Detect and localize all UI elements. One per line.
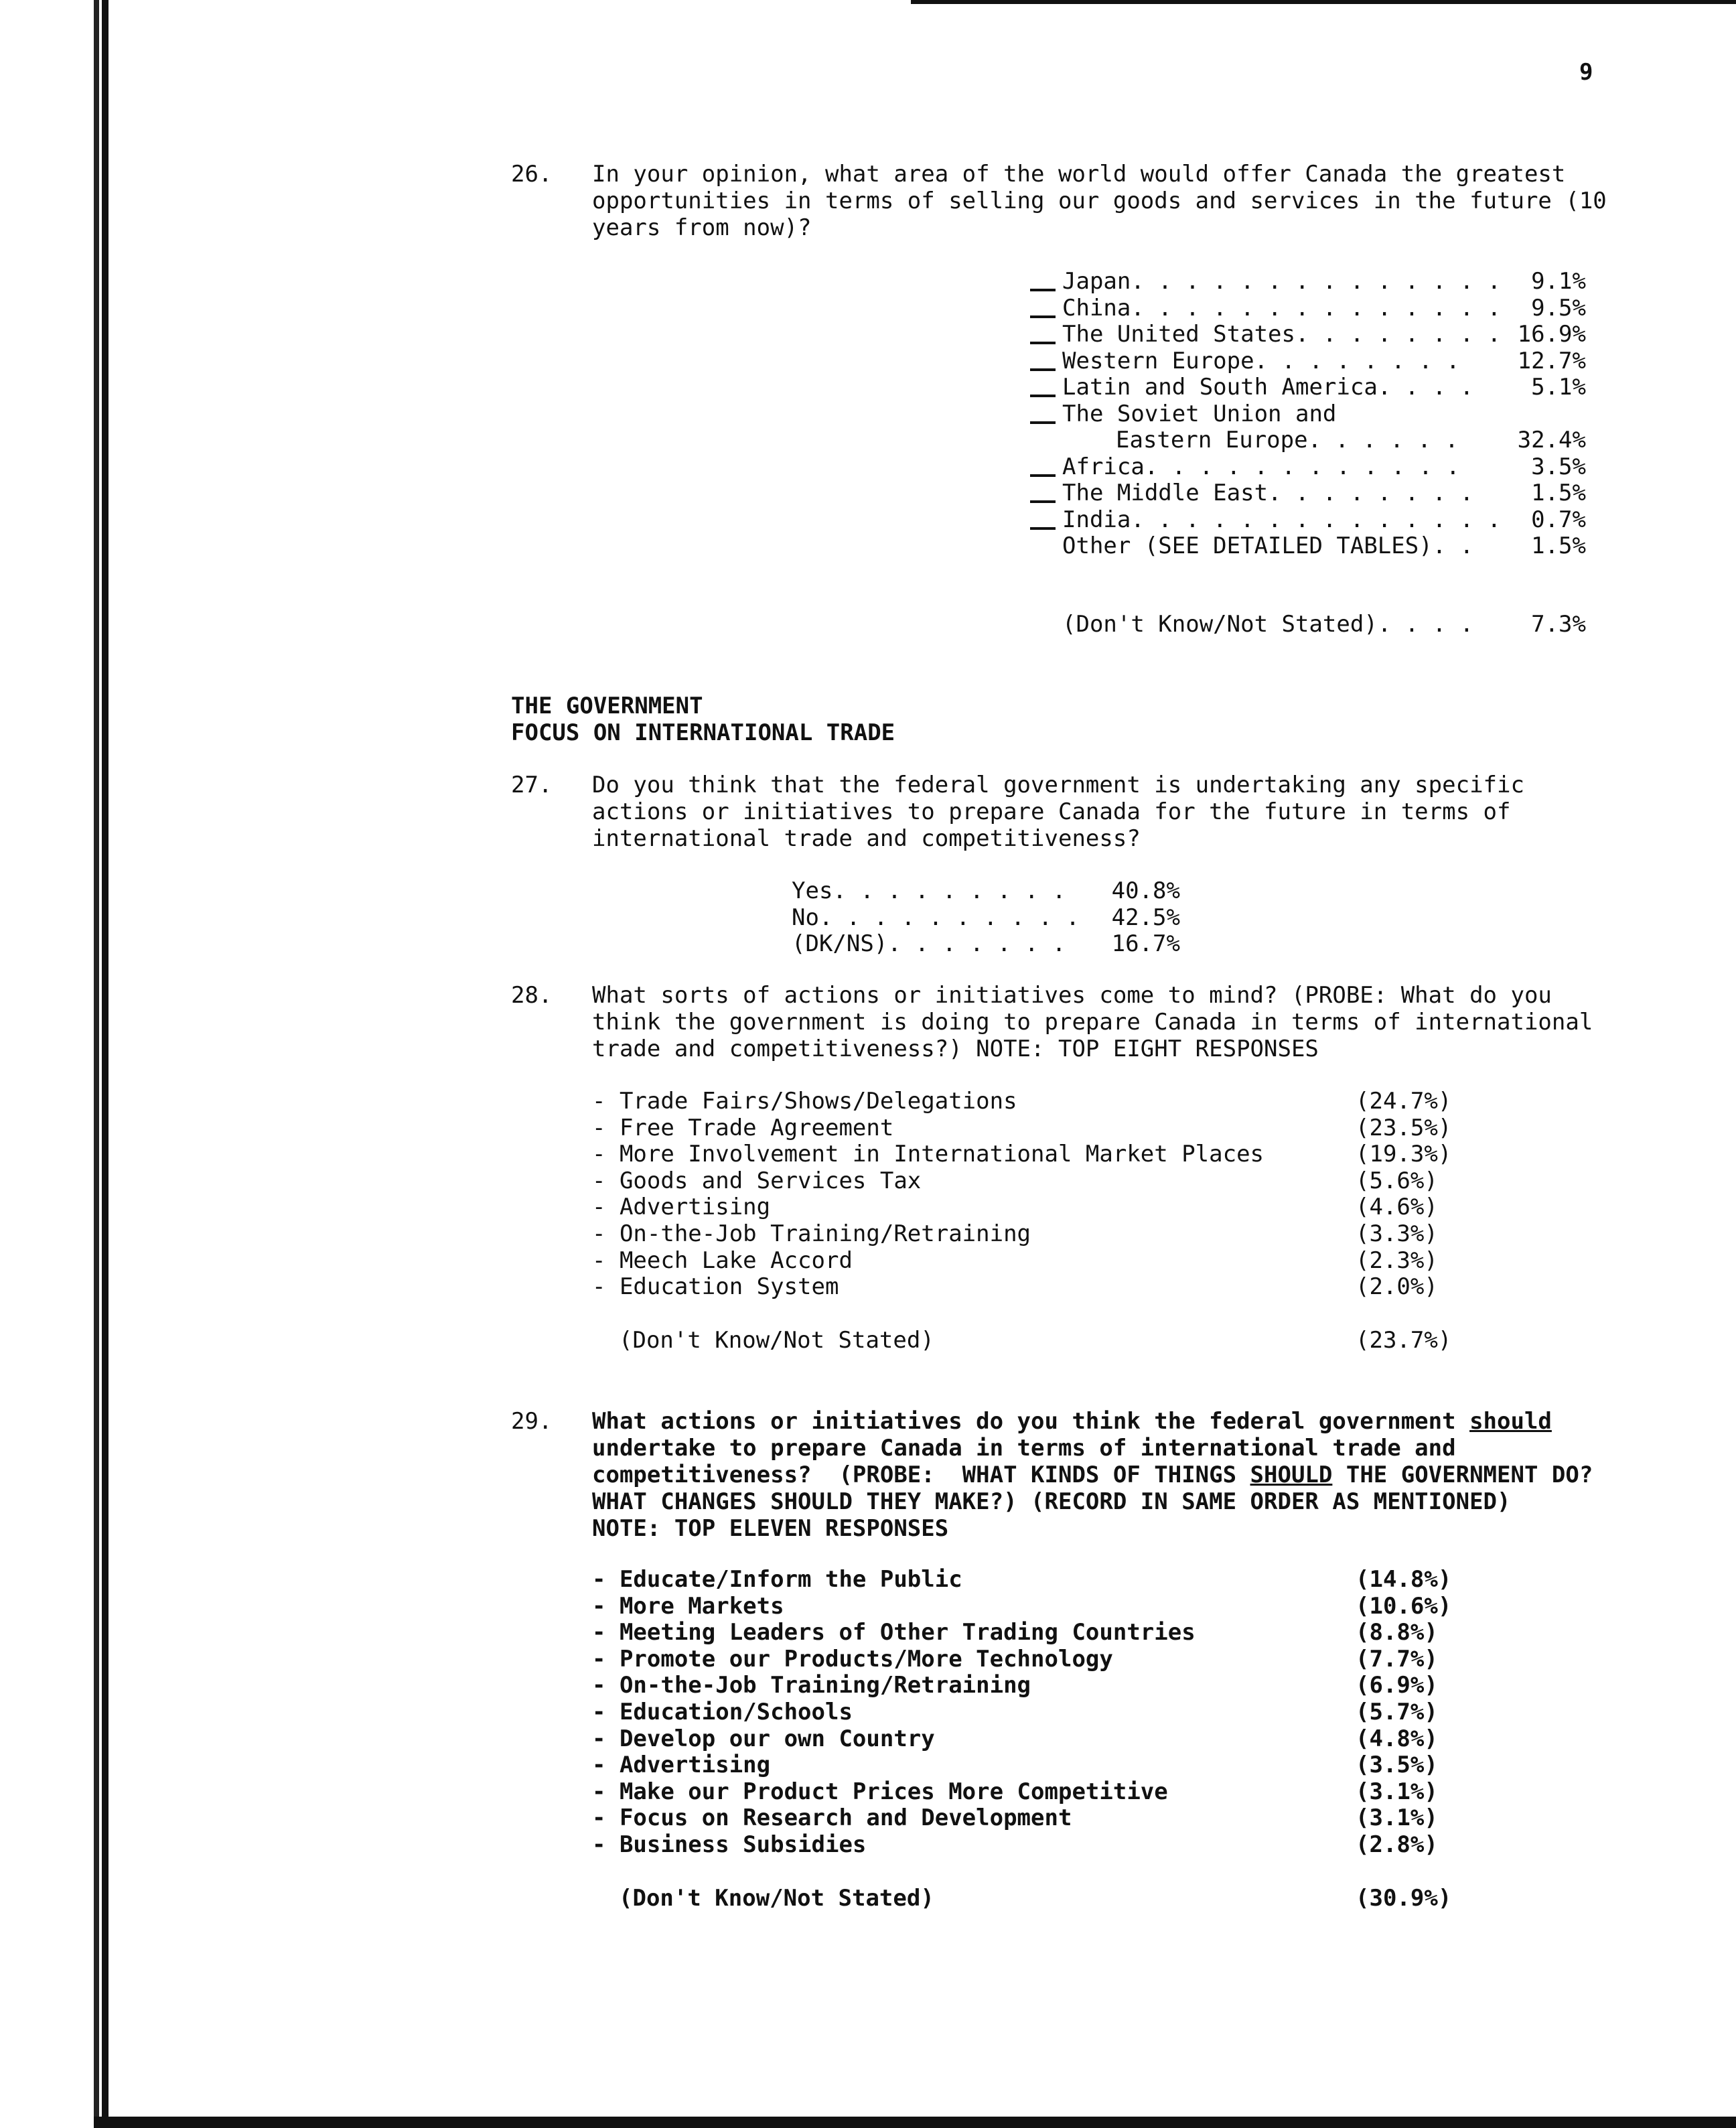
q27-question bbox=[592, 772, 1524, 852]
q26-question bbox=[592, 161, 1607, 241]
q29-question bbox=[592, 1408, 1593, 1542]
list-item bbox=[592, 1619, 1449, 1646]
response-label: - Promote our Products/More Technology bbox=[592, 1645, 1113, 1673]
response-label: - Make our Product Prices More Competitive bbox=[592, 1778, 1168, 1805]
leader-dots: . . . . . . . . bbox=[1254, 347, 1460, 374]
option-label: The United States bbox=[1062, 321, 1295, 348]
list-item-dk bbox=[592, 1884, 1452, 1912]
q28-responses bbox=[592, 1088, 1452, 1354]
leader-dots: . . . . . . . . . bbox=[833, 877, 1066, 904]
list-item bbox=[592, 1592, 1452, 1620]
response-label: - Education/Schools bbox=[592, 1698, 853, 1725]
response-value: (6.9%) bbox=[1356, 1672, 1438, 1699]
leader-dots: . . . . . . . . bbox=[1295, 321, 1502, 348]
section-heading-line: THE GOVERNMENT bbox=[511, 693, 703, 719]
q28-text-line: trade and competitiveness?) NOTE: TOP EIGHT RESPONSES bbox=[592, 1036, 1319, 1062]
leader-dots: . . . . bbox=[1377, 610, 1474, 638]
option-value: 16.9% bbox=[1517, 321, 1586, 348]
list-item-dk bbox=[592, 1326, 1452, 1354]
q27-text-line: international trade and competitiveness? bbox=[592, 825, 1141, 852]
list-item bbox=[592, 1247, 1449, 1274]
response-value: (4.8%) bbox=[1356, 1725, 1438, 1752]
response-value: (30.9%) bbox=[1356, 1884, 1452, 1912]
q26-option bbox=[1030, 453, 1586, 480]
response-value: (2.0%) bbox=[1356, 1273, 1438, 1301]
option-value: 7.3% bbox=[1531, 610, 1586, 638]
list-item bbox=[592, 1804, 1449, 1831]
q27-number: 27. bbox=[511, 772, 553, 798]
option-label: Africa bbox=[1062, 453, 1145, 480]
option-value: 40.8% bbox=[1111, 877, 1180, 904]
response-value: (4.6%) bbox=[1356, 1194, 1438, 1221]
leader-dots: . . . . . . bbox=[1307, 427, 1459, 453]
option-label: India bbox=[1062, 506, 1131, 533]
q29-number: 29. bbox=[511, 1408, 553, 1435]
list-item bbox=[592, 1672, 1449, 1699]
response-label: - Goods and Services Tax bbox=[592, 1167, 922, 1194]
q27-option bbox=[792, 930, 1180, 957]
leader-dots: . . . . . . . . bbox=[1268, 480, 1474, 506]
q28-text-line: think the government is doing to prepare Canada in terms of international bbox=[592, 1009, 1593, 1036]
list-item bbox=[592, 1646, 1449, 1673]
q29-text-line bbox=[592, 1462, 1593, 1488]
leader-dots: . . . . . . . . . . . . bbox=[1144, 453, 1460, 480]
list-item bbox=[592, 1194, 1449, 1220]
q26-option bbox=[1030, 506, 1586, 533]
q29-text-line bbox=[592, 1408, 1593, 1435]
option-value: 32.4% bbox=[1517, 427, 1586, 453]
leader-dots: . . . . . . . . . . . . . . bbox=[1131, 268, 1502, 295]
option-value: 5.1% bbox=[1531, 374, 1586, 401]
scan-border-bottom bbox=[94, 2117, 1736, 2128]
response-label: - Meech Lake Accord bbox=[592, 1247, 853, 1274]
option-label: No bbox=[792, 904, 819, 931]
list-item bbox=[592, 1167, 1449, 1194]
list-item bbox=[592, 1088, 1452, 1115]
response-label: - Meeting Leaders of Other Trading Countries bbox=[592, 1619, 1196, 1646]
q29-text-line: NOTE: TOP ELEVEN RESPONSES bbox=[592, 1515, 949, 1542]
response-label: (Don't Know/Not Stated) bbox=[619, 1326, 934, 1354]
leader-dots: . . . . . . . bbox=[887, 930, 1066, 957]
response-label: - Develop our own Country bbox=[592, 1725, 935, 1752]
q29-text-line: WHAT CHANGES SHOULD THEY MAKE?) (RECORD IN SAME ORDER AS MENTIONED) bbox=[592, 1488, 1511, 1515]
response-label: - Free Trade Agreement bbox=[592, 1114, 894, 1141]
response-value: (7.7%) bbox=[1356, 1645, 1438, 1673]
response-value: (2.3%) bbox=[1356, 1247, 1438, 1274]
option-value: 1.5% bbox=[1531, 533, 1586, 559]
q29-text-line: undertake to prepare Canada in terms of international trade and bbox=[592, 1435, 1456, 1462]
q27-text-line: actions or initiatives to prepare Canada for the future in terms of bbox=[592, 798, 1511, 825]
page-number: 9 bbox=[1579, 59, 1593, 86]
q29-responses bbox=[592, 1566, 1452, 1912]
leader-dots: . . . . . . . . . . . . . . bbox=[1131, 506, 1502, 533]
response-label: - More Involvement in International Market Places bbox=[592, 1141, 1264, 1168]
q26-option bbox=[1030, 401, 1586, 427]
option-value: 9.5% bbox=[1531, 294, 1586, 322]
list-item bbox=[592, 1778, 1449, 1805]
option-label: Other (SEE DETAILED TABLES) bbox=[1062, 533, 1433, 559]
response-label: - On-the-Job Training/Retraining bbox=[592, 1220, 1031, 1247]
answer-blank bbox=[1030, 342, 1056, 344]
answer-blank bbox=[1030, 289, 1056, 291]
list-item bbox=[592, 1752, 1449, 1778]
leader-dots: . . . . . . . . . . . . . . bbox=[1131, 294, 1502, 322]
response-value: (3.5%) bbox=[1356, 1752, 1438, 1779]
option-value: 0.7% bbox=[1531, 506, 1586, 533]
section-heading bbox=[511, 693, 895, 746]
q26-option bbox=[1030, 427, 1586, 453]
q26-option bbox=[1030, 295, 1586, 322]
response-label: - Educate/Inform the Public bbox=[592, 1566, 962, 1593]
option-value: 1.5% bbox=[1531, 480, 1586, 506]
q26-text-line: years from now)? bbox=[592, 214, 812, 241]
option-label: (Don't Know/Not Stated) bbox=[1062, 610, 1378, 638]
option-label: Yes bbox=[792, 877, 833, 904]
q27-option bbox=[792, 904, 1180, 931]
leader-dots: . . bbox=[1432, 533, 1474, 559]
q27-option bbox=[792, 877, 1180, 904]
response-value: (10.6%) bbox=[1356, 1592, 1452, 1620]
response-value: (8.8%) bbox=[1356, 1619, 1438, 1646]
response-value: (23.7%) bbox=[1356, 1326, 1452, 1354]
option-value: 3.5% bbox=[1531, 453, 1586, 480]
response-value: (5.6%) bbox=[1356, 1167, 1438, 1194]
leader-dots: . . . . bbox=[1377, 374, 1474, 401]
leader-dots: . . . . . . . . . . bbox=[818, 904, 1080, 931]
response-value: (23.5%) bbox=[1356, 1114, 1452, 1141]
answer-blank bbox=[1030, 474, 1056, 477]
response-label: - More Markets bbox=[592, 1592, 784, 1620]
q29-emphasis: SHOULD bbox=[1250, 1462, 1333, 1488]
q26-option bbox=[1030, 348, 1586, 374]
q29-text-segment: THE GOVERNMENT DO? bbox=[1332, 1462, 1593, 1488]
answer-blank bbox=[1030, 315, 1056, 318]
response-label: - On-the-Job Training/Retraining bbox=[592, 1672, 1031, 1699]
option-label: (DK/NS) bbox=[792, 930, 888, 957]
option-value: 16.7% bbox=[1111, 930, 1180, 957]
list-item bbox=[592, 1725, 1449, 1752]
q29-text-segment: competitiveness? (PROBE: WHAT KINDS OF THINGS bbox=[592, 1462, 1250, 1488]
response-label: - Advertising bbox=[592, 1752, 771, 1779]
response-value: (19.3%) bbox=[1356, 1141, 1452, 1168]
q29-emphasis: should bbox=[1469, 1408, 1552, 1435]
response-value: (2.8%) bbox=[1356, 1831, 1438, 1858]
option-value: 12.7% bbox=[1517, 347, 1586, 374]
scan-border-left bbox=[94, 0, 108, 2128]
list-item bbox=[592, 1114, 1452, 1141]
option-value: 9.1% bbox=[1531, 268, 1586, 295]
response-label: - Advertising bbox=[592, 1194, 771, 1221]
option-label: The Middle East bbox=[1062, 480, 1269, 506]
q26-option bbox=[1030, 321, 1586, 348]
q26-options bbox=[1030, 268, 1586, 637]
list-item bbox=[592, 1566, 1452, 1593]
response-label: (Don't Know/Not Stated) bbox=[619, 1884, 934, 1912]
list-item bbox=[592, 1141, 1452, 1168]
q26-dk bbox=[1030, 611, 1586, 638]
list-item bbox=[592, 1699, 1449, 1725]
response-label: - Trade Fairs/Shows/Delegations bbox=[592, 1088, 1017, 1115]
option-label: Eastern Europe bbox=[1116, 427, 1308, 453]
q27-options bbox=[792, 877, 1180, 957]
q26-number: 26. bbox=[511, 161, 553, 188]
response-value: (14.8%) bbox=[1356, 1566, 1452, 1593]
q26-text-line: In your opinion, what area of the world would offer Canada the greatest bbox=[592, 161, 1566, 188]
option-label: Japan bbox=[1062, 268, 1131, 295]
q28-text-line: What sorts of actions or initiatives come to mind? (PROBE: What do you bbox=[592, 982, 1552, 1009]
list-item bbox=[592, 1273, 1449, 1300]
response-value: (3.3%) bbox=[1356, 1220, 1438, 1247]
option-label: Latin and South America bbox=[1062, 374, 1378, 401]
response-label: - Education System bbox=[592, 1273, 839, 1301]
q26-text-line: opportunities in terms of selling our goods and services in the future (10 bbox=[592, 188, 1607, 214]
option-label: Western Europe bbox=[1062, 347, 1254, 374]
list-item bbox=[592, 1220, 1449, 1247]
list-item bbox=[592, 1831, 1449, 1858]
scan-border-top bbox=[911, 0, 1736, 4]
answer-blank bbox=[1030, 527, 1056, 530]
q26-option bbox=[1030, 374, 1586, 401]
response-value: (3.1%) bbox=[1356, 1804, 1438, 1832]
q28-question bbox=[592, 982, 1593, 1062]
response-value: (5.7%) bbox=[1356, 1698, 1438, 1725]
answer-blank bbox=[1030, 500, 1056, 503]
option-label: China bbox=[1062, 294, 1131, 322]
q26-option bbox=[1030, 533, 1586, 559]
answer-blank bbox=[1030, 421, 1056, 424]
response-label: - Focus on Research and Development bbox=[592, 1804, 1072, 1832]
response-label: - Business Subsidies bbox=[592, 1831, 867, 1858]
q28-number: 28. bbox=[511, 982, 553, 1009]
q26-option bbox=[1030, 268, 1586, 295]
q26-option bbox=[1030, 480, 1586, 506]
q29-text-segment: What actions or initiatives do you think the federal government bbox=[592, 1408, 1470, 1435]
answer-blank bbox=[1030, 395, 1056, 397]
answer-blank bbox=[1030, 368, 1056, 371]
section-heading-line: FOCUS ON INTERNATIONAL TRADE bbox=[511, 719, 895, 746]
q27-text-line: Do you think that the federal government is undertaking any specific bbox=[592, 772, 1524, 798]
option-value: 42.5% bbox=[1111, 904, 1180, 931]
response-value: (3.1%) bbox=[1356, 1778, 1438, 1805]
response-value: (24.7%) bbox=[1356, 1088, 1452, 1115]
option-label: The Soviet Union and bbox=[1062, 400, 1337, 427]
